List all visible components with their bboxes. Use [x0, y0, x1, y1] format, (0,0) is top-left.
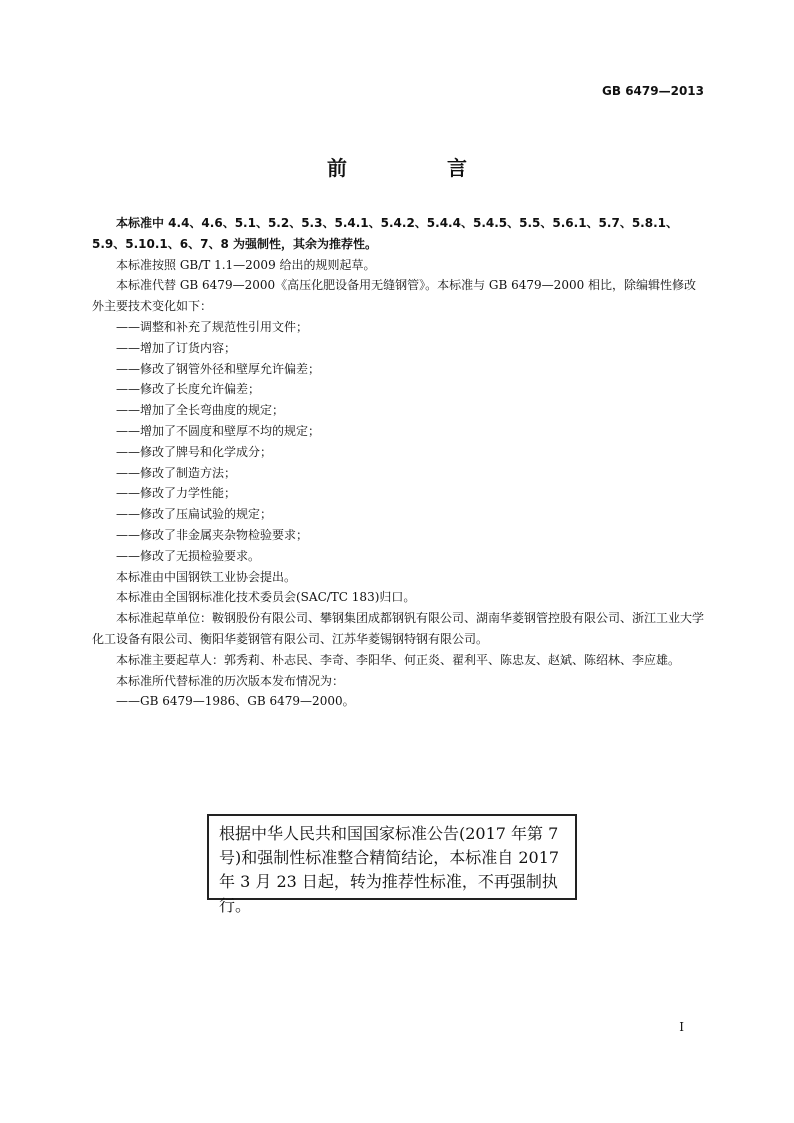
list-item: ——修改了长度允许偏差；: [116, 382, 261, 397]
list-item: ——增加了全长弯曲度的规定；: [116, 403, 285, 418]
status-notice-box: 根据中华人民共和国国家标准公告(2017 年第 7 号)和强制性标准整合精简结论，本标准自 2017 年 3 月 23 日起，转为推荐性标准，不再强制执行。: [207, 814, 577, 900]
list-item: ——修改了制造方法；: [116, 465, 237, 480]
list-item: ——修改了非金属夹杂物检验要求；: [116, 527, 309, 542]
mandatory-clauses-paragraph: 本标准中 4.4、4.6、5.1、5.2、5.3、5.4.1、5.4.2、5.4.4、5.4.5、5.5、5.6.1、5.7、5.8.1、5.9、5.10.1、6、7、8 为强制性，其余为推荐性。: [92, 216, 678, 251]
list-item: ——增加了订货内容；: [116, 340, 237, 355]
page-number: I: [679, 1020, 684, 1034]
proposer-paragraph: 本标准由中国钢铁工业协会提出。: [116, 569, 297, 584]
technical-committee-paragraph: 本标准由全国钢标准化技术委员会(SAC/TC 183)归口。: [116, 590, 416, 605]
drafters-paragraph: 本标准主要起草人：郭秀莉、朴志民、李奇、李阳华、何正炎、翟利平、陈忠友、赵斌、陈绍林、李应雄。: [116, 652, 681, 667]
drafting-units-paragraph: 本标准起草单位：鞍钢股份有限公司、攀钢集团成都钢钒有限公司、湖南华菱钢管控股有限公司、浙江工业大学化工设备有限公司、衡阳华菱钢管有限公司、江苏华菱锡钢特钢有限公司。: [92, 611, 705, 646]
standard-code: GB 6479—2013: [602, 84, 704, 98]
list-item: ——修改了钢管外径和壁厚允许偏差；: [116, 361, 321, 376]
foreword-body: [92, 213, 707, 712]
list-item: ——调整和补充了规范性引用文件；: [116, 319, 309, 334]
list-item: ——修改了力学性能；: [116, 486, 237, 501]
list-item: ——增加了不圆度和壁厚不均的规定；: [116, 423, 321, 438]
list-item: ——修改了压扁试验的规定；: [116, 507, 273, 522]
replacement-paragraph: 本标准代替 GB 6479—2000《高压化肥设备用无缝钢管》。本标准与 GB 6479—2000 相比，除编辑性修改外主要技术变化如下：: [92, 278, 697, 314]
page-title: 前 言: [327, 156, 507, 180]
drafting-rules-paragraph: 本标准按照 GB/T 1.1—2009 给出的规则起草。: [116, 257, 376, 272]
history-intro-paragraph: 本标准所代替标准的历次版本发布情况为：: [116, 673, 345, 688]
history-item: ——GB 6479—1986、GB 6479—2000。: [116, 694, 355, 709]
list-item: ——修改了无损检验要求。: [116, 548, 261, 563]
list-item: ——修改了牌号和化学成分；: [116, 444, 273, 459]
changes-list: [92, 317, 707, 567]
